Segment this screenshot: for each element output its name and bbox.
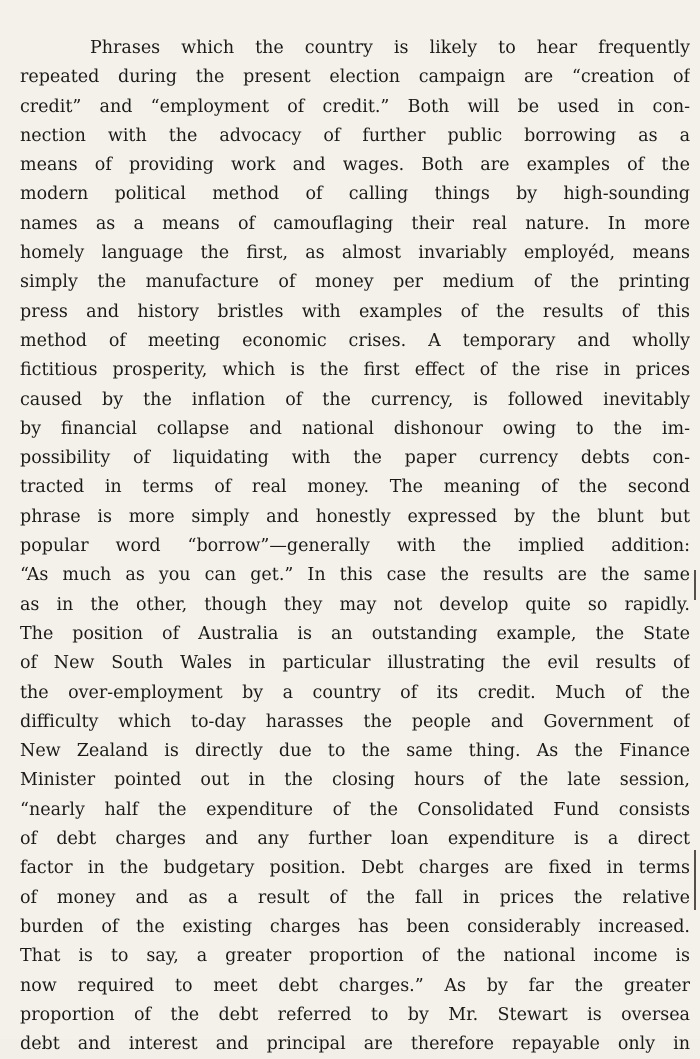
text-line: The position of Australia is an outstanding example, the State [20, 623, 690, 644]
text-line: means of providing work and wages. Both are examples of the [20, 155, 690, 176]
text-line: burden of the existing charges has been considerably increased. [20, 916, 690, 937]
text-line: the over-employment by a country of its credit. Much of the [20, 682, 690, 703]
text-line: tracted in terms of real money. The meaning of the second [20, 477, 690, 498]
text-line: “As much as you can get.” In this case the results are the same [20, 565, 690, 586]
text-line: factor in the budgetary position. Debt charges are fixed in terms [20, 858, 690, 879]
text-line: proportion of the debt referred to by Mr. Stewart is oversea [20, 1004, 690, 1025]
text-line: method of meeting economic crises. A temporary and wholly [20, 330, 690, 351]
article-column [20, 34, 690, 1059]
text-line: possibility of liquidating with the paper currency debts con- [20, 448, 690, 469]
text-line: phrase is more simply and honestly expressed by the blunt but [20, 506, 690, 527]
text-line: modern political method of calling things by high-sounding [20, 184, 690, 205]
text-line: That is to say, a greater proportion of the national income is [20, 946, 690, 967]
text-line: nection with the advocacy of further public borrowing as a [20, 125, 690, 146]
text-line: names as a means of camouflaging their real nature. In more [20, 213, 690, 234]
text-line: of New South Wales in particular illustrating the evil results of [20, 653, 690, 674]
text-line: simply the manufacture of money per medium of the printing [20, 272, 690, 293]
text-line: caused by the inflation of the currency, is followed inevitably [20, 389, 690, 410]
text-line: now required to meet debt charges.” As by far the greater [20, 975, 690, 996]
text-line: Minister pointed out in the closing hours of the late session, [20, 770, 690, 791]
text-line: difficulty which to-day harasses the people and Government of [20, 711, 690, 732]
text-line: credit” and “employment of credit.” Both will be used in con- [20, 96, 690, 117]
text-line: debt and interest and principal are therefore repayable only in [20, 1034, 690, 1055]
text-line: fictitious prosperity, which is the first effect of the rise in prices [20, 360, 690, 381]
text-line: Phrases which the country is likely to hear frequently [90, 38, 690, 58]
text-line: press and history bristles with examples of the results of this [20, 301, 690, 322]
text-line: as in the other, though they may not develop quite so rapidly. [20, 594, 690, 615]
text-line: repeated during the present election campaign are “creation of [20, 67, 690, 88]
text-line: New Zealand is directly due to the same thing. As the Finance [20, 741, 690, 762]
text-line: of debt charges and any further loan expenditure is a direct [20, 829, 690, 850]
column-rule [694, 850, 696, 910]
text-line: homely language the first, as almost invariably employéd, means [20, 243, 690, 264]
text-line: popular word “borrow”—generally with the implied addition: [20, 536, 690, 557]
text-line: of money and as a result of the fall in prices the relative [20, 887, 690, 908]
text-line: by financial collapse and national dishonour owing to the im- [20, 418, 690, 439]
text-line: “nearly half the expenditure of the Consolidated Fund consists [20, 799, 690, 820]
column-rule [694, 570, 696, 600]
